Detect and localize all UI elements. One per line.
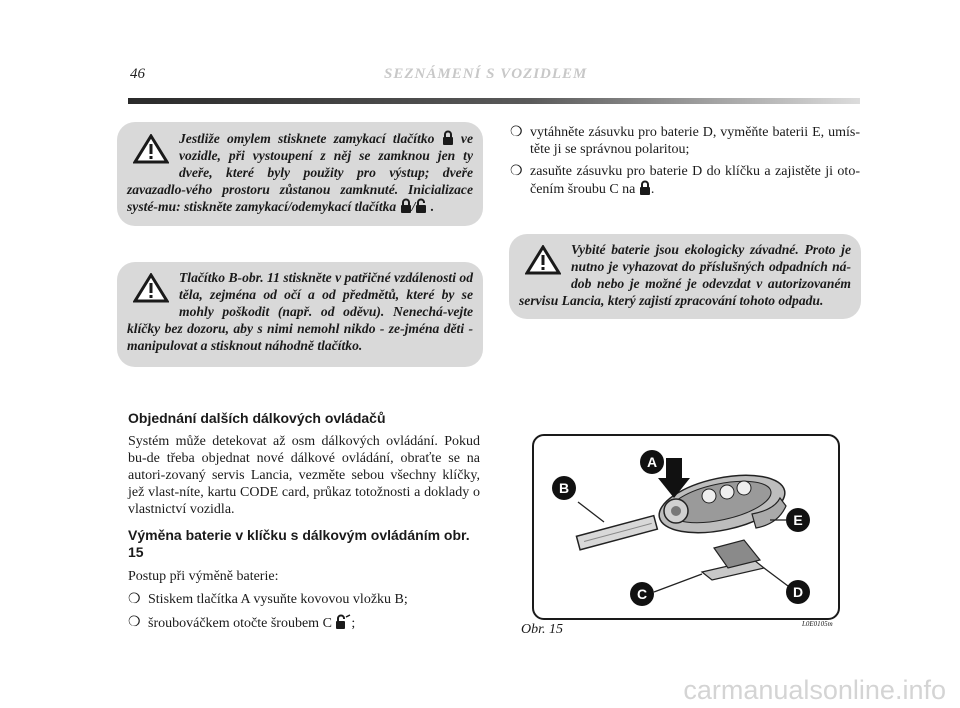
key-blade [576, 516, 657, 550]
label-c: C [636, 586, 648, 602]
warning-icon [133, 134, 169, 164]
warning-icon [525, 245, 561, 275]
warning-note-button [117, 262, 483, 367]
figure-key-battery [532, 434, 840, 620]
left-column [128, 410, 480, 632]
page-number: 46 [130, 66, 145, 82]
note3-text: Vybité baterie jsou ekologicky závadné. Proto je nutno je vyhazovat do příslušných odpadních ná-dob nebo je možné je odevzdat v autorizovaném servisu Lancia, který zajistí zpracování tohoto odpadu. [519, 242, 851, 308]
bullet-marker: ❍ [128, 615, 141, 630]
bullet-marker: ❍ [128, 592, 141, 607]
label-a: A [646, 454, 658, 470]
right-column [510, 124, 860, 198]
list-item [128, 591, 480, 608]
note1-text-middle: ve vozidle, při vystoupení z něj se zamknou jen ty dveře, které byly použity pro výstup; dveře zavazadlo-vého prostoru zůstanou zamknuté. Inicializace systé-mu: stiskněte zamykací/odemykací tlačítka [127, 131, 473, 214]
bullet-marker: ❍ [510, 164, 523, 179]
list-item [510, 124, 860, 158]
lock-icon [442, 130, 454, 145]
label-d: D [792, 584, 804, 600]
warning-icon [133, 273, 169, 303]
note1-text-start: Jestliže omylem stisknete zamykací tlačítko [179, 131, 435, 146]
label-e: E [793, 512, 803, 528]
label-e-marker [786, 508, 810, 532]
step-text: vytáhněte zásuvku pro baterie D, vyměňte baterii E, umís-těte ji se správnou polaritou; [530, 125, 860, 157]
list-item [510, 163, 860, 198]
label-d-marker [786, 580, 810, 604]
figure-code: L0E0105m [802, 620, 833, 628]
unlock-icon [415, 198, 427, 213]
note2-text: Tlačítko B-obr. 11 stiskněte v patřičné vzdálenosti od těla, zejména od očí a od předmětů, které by se mohly poškodit (např. od oděvu). Nenechá-vejte klíčky bez dozoru, aby s nimi nemohl nikdo - ze-jména děti - manipulovat a stisknout náhodně tlačítko. [127, 270, 473, 353]
battery-drawer [702, 540, 764, 580]
label-a-marker [640, 450, 664, 474]
lock-icon [639, 180, 651, 195]
bullet-marker: ❍ [510, 125, 523, 140]
step-text: zasuňte zásuvku pro baterie D do klíčku a zajistěte ji oto-čením šroubu C na [530, 164, 860, 197]
chapter-title: SEZNÁMENÍ S VOZIDLEM [384, 66, 588, 82]
warning-note-lock [117, 122, 483, 226]
label-c-marker [630, 582, 654, 606]
lock-icon [400, 198, 412, 213]
section-heading-battery: Výměna baterie v klíčku s dálkovým ovládáním obr. 15 [128, 527, 470, 560]
step-suffix: ; [351, 616, 356, 631]
step-text: Stiskem tlačítka A vysuňte kovovou vložku B; [148, 592, 408, 607]
key-illustration [534, 436, 838, 618]
section-body-order-remotes: Systém může detekovat až osm dálkových ovládání. Pokud bu-de třeba objednat nové dálkové ovládání, obraťte se na autori-zovaný servis Lancia, vezměte sebou všechny klíčky, jež vlast-níte, kartu CODE card, průkaz totožnosti a doklady o vlastnictví vozidla. [128, 434, 480, 517]
step-suffix: . [650, 182, 655, 197]
label-b: B [558, 480, 570, 496]
section-heading-order-remotes: Objednání dalších dálkových ovládačů [128, 410, 386, 426]
battery-intro: Postup při výměně baterie: [128, 569, 279, 584]
watermark: carmanualsonline.info [683, 675, 946, 705]
environment-note [509, 234, 861, 319]
note1-end: . [430, 199, 435, 214]
label-b-marker [552, 476, 576, 500]
figure-caption: Obr. 15 [521, 622, 564, 637]
step-text: šroubováčkem otočte šroubem C [148, 616, 332, 631]
screwdriver-unlock-icon [335, 614, 351, 629]
list-item [128, 614, 480, 632]
note1-separator: / [411, 199, 416, 214]
header-rule [128, 98, 860, 104]
